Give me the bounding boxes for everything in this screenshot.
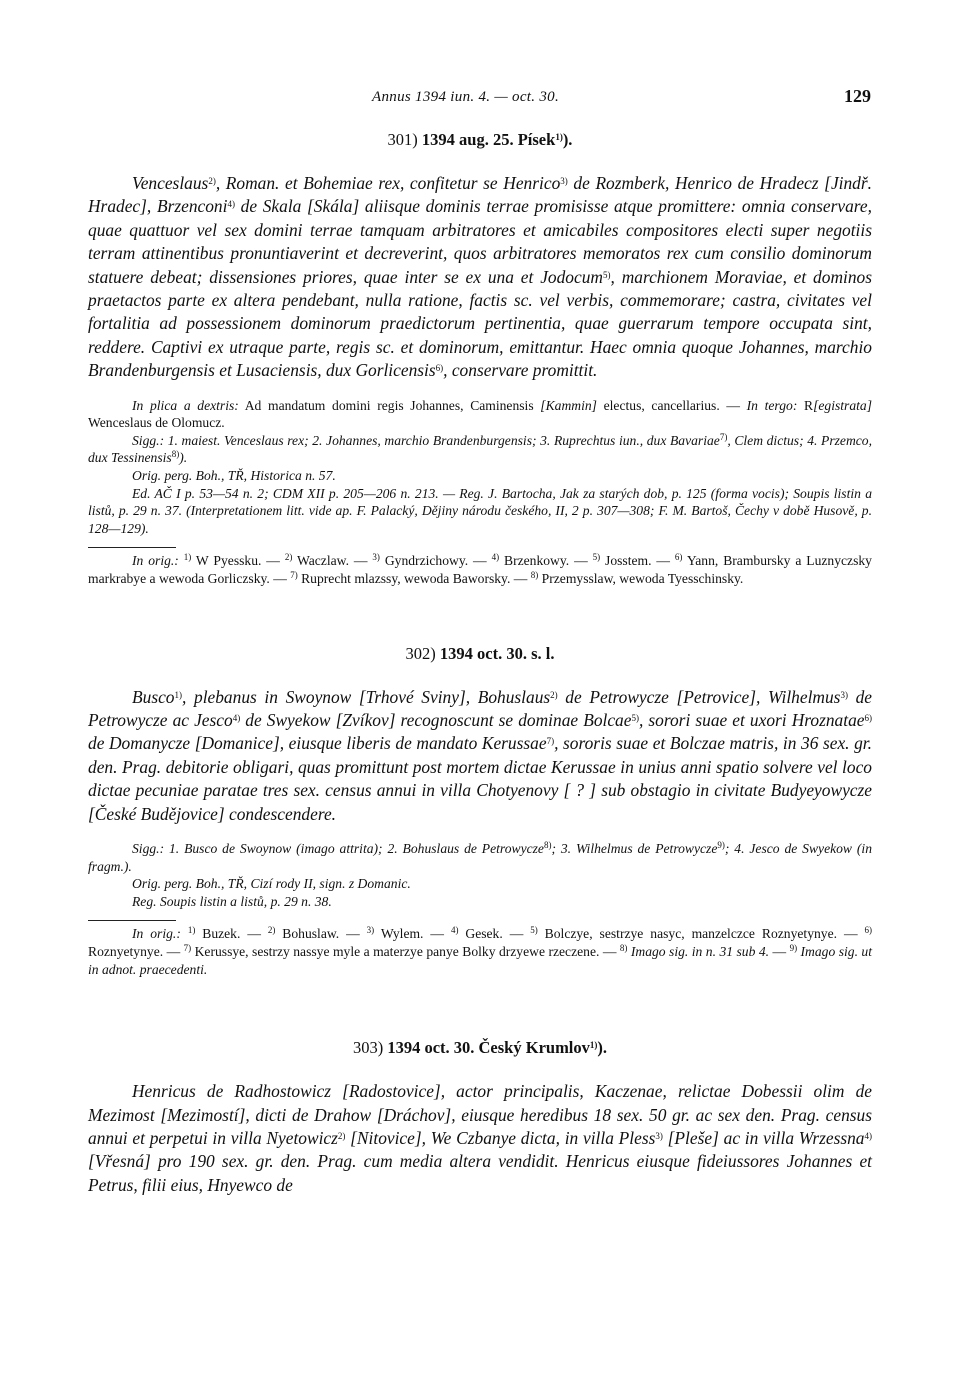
note-text: ).	[179, 450, 188, 466]
footnote-ref: 4)	[232, 713, 241, 723]
regest-text: de Domanycze [Domanice], eiusque liberis de mandato Kerussae	[88, 733, 547, 754]
note-label: In orig.:	[132, 926, 181, 942]
regest-text: [Nitovice], We Czbanye dicta, in villa Pless	[345, 1128, 656, 1148]
footnote-rule	[88, 920, 176, 921]
footnote-ref: 3)	[560, 176, 568, 186]
entry-date: 1394 oct. 30. s. l.	[439, 643, 555, 663]
page-content	[88, 130, 872, 1197]
footnote-ref: 1)	[589, 1040, 598, 1051]
footnote-ref: 8)	[530, 570, 539, 580]
fn-text: Brzenkowy. —	[499, 553, 593, 569]
footnote-ref: 1)	[187, 925, 196, 936]
fn-text: Yann, Brambursky a Luznyczsky markrabye a wewoda Gorliczsky. —	[88, 553, 872, 586]
entry-301-editions: Ed. AČ I p. 53—54 n. 2; CDM XII p. 205—206 n. 213. — Reg. J. Bartocha, Jak za starých dob, p. 125 (forma vocis); Soupis listin a listů, p. 29 n. 37. (Interpretationem litt. vide ap. F. Palacký, Dějiny národu českého, II, 2 p. 307—308; F. M. Bartoš, Čechy v době Husově, p. 128—129).	[88, 485, 872, 536]
note-text: [Kammin]	[540, 397, 597, 413]
note-text: ; 4. Jesco de Swyekow (in fragm.).	[88, 841, 872, 874]
note-text: Ad mandatum domini regis Johannes, Caminensis	[238, 397, 541, 413]
regest-text: , conservare promittit.	[443, 360, 598, 381]
note-label: In orig.:	[132, 553, 179, 569]
footnote-ref: 4)	[227, 199, 235, 210]
entry-301-sigg	[88, 432, 872, 467]
regest-text: Busco	[132, 686, 175, 707]
footnote-ref: 3)	[366, 925, 375, 936]
footnote-ref: 7)	[546, 736, 555, 747]
footnote-ref: 2)	[284, 552, 293, 563]
note-text: electus, cancellarius. —	[596, 397, 747, 413]
note-text: [egistrata]	[813, 397, 872, 413]
fn-text: Buzek. —	[195, 926, 268, 942]
entry-302-footnotes	[88, 925, 872, 978]
fn-text: Bohuslaw. —	[275, 926, 367, 942]
note-text: Sigg.: 1. Busco de Swoynow (imago attrita); 2. Bohuslaus de Petrowycze	[132, 841, 544, 857]
footnote-ref: 7)	[183, 943, 192, 953]
note-text: Wenceslaus de Olomucz.	[88, 415, 225, 431]
footnote-ref: 4)	[450, 925, 459, 936]
entry-date	[387, 1038, 607, 1057]
fn-text: Imago sig. in n. 31 sub 4.	[627, 944, 770, 959]
footnote-ref: 5)	[631, 713, 639, 723]
entry-302-reg: Reg. Soupis listin a listů, p. 29 n. 38.	[132, 893, 332, 909]
footnote-ref: 8)	[619, 943, 628, 953]
entry-number: 303)	[352, 1038, 384, 1058]
note-label: In plica a dextris:	[132, 397, 239, 413]
note-text: ; 3. Wilhelmus de Petrowycze	[551, 841, 718, 857]
regest-text: , Roman. et Bohemiae rex, confitetur se Henrico	[215, 173, 561, 193]
footnote-ref: 2)	[550, 689, 558, 700]
footnote-ref: 5)	[592, 552, 601, 563]
regest-text: , sororis suae et Bolczae matris, in 36 sex. gr. den. Prag. debitorie obligari, quas promittunt post mortem dictae Kerussae in unius anni spatio solvere vel loco dictae pecuniae paratae tres sex. census annui in villa Chotyenovy [ ? ] sub obstagio in civitate Budyeyowycze [České Budějovice] condescendere.	[88, 733, 872, 824]
footnote-rule	[88, 547, 176, 548]
fn-text: Przemysslaw, wewoda Tyesschinsky.	[538, 571, 744, 586]
regest-text: , sorori suae et uxori Hroznatae	[638, 710, 865, 730]
footnote-ref: 6)	[435, 363, 444, 374]
note-label: In tergo:	[746, 397, 798, 413]
footnote-ref: 9)	[717, 840, 725, 851]
footnote-ref: 1)	[555, 132, 563, 142]
entry-302-orig: Orig. perg. Boh., TŘ, Cizí rody II, sign. z Domanic.	[132, 876, 411, 892]
entry-301-plica-note	[88, 397, 872, 432]
entry-number: 301)	[387, 130, 418, 149]
fn-text: Wylem. —	[374, 926, 451, 942]
entry-date-close: ).	[562, 130, 573, 149]
entry-301-footnotes	[88, 552, 872, 587]
regest-text: Henricus de Radhostowicz [Radostovice], actor principalis, Kaczenae, relictae Dobessii olim de Mezimost [Mezimostí], dicti de Drahow [Dráchov], eiusque heredibus 18 sex. 50 gr. ac sex den. Prag. census annui et perpetui in villa Nyetowicz	[88, 1081, 872, 1148]
regest-text: [Vřesná] pro 190 sex. gr. den. Prag. cum media altera vendidit. Henricus eiusque fideiussores Johannes et Petrus, filii eius, Hnyewco de	[88, 1151, 872, 1195]
entry-date-text: 1394 aug. 25. Písek	[421, 130, 556, 149]
running-title: Annus 1394 iun. 4. — oct. 30.	[372, 89, 560, 105]
footnote-ref: 4)	[491, 552, 500, 563]
fn-text: —	[769, 944, 790, 959]
fn-text: Imago sig. ut in adnot. praecedenti.	[88, 944, 873, 977]
regest-text: , plebanus in Swoynow [Trhové Sviny], Bohuslaus	[182, 686, 551, 707]
footnote-ref: 6)	[864, 925, 872, 936]
footnote-ref: 3)	[840, 689, 848, 700]
running-head	[0, 86, 960, 110]
footnote-ref: 7)	[290, 570, 298, 580]
entry-302-regest	[88, 686, 872, 826]
regest-text: de Rozmberk, Henrico de Hradecz [Jindř. Hradec], Brzenconi	[88, 173, 872, 217]
footnote-ref: 2)	[267, 925, 276, 936]
fn-text: Bolczye, sestrzye nasyc, manzelczce Roznyetynye. —	[537, 926, 865, 942]
fn-text: Josstem. —	[600, 553, 675, 569]
fn-text: W Pyessku. —	[191, 553, 285, 569]
footnote-ref: 3)	[655, 1131, 663, 1141]
fn-text: Roznyetynye. —	[88, 944, 184, 959]
footnote-ref: 3)	[372, 552, 380, 563]
footnote-ref: 1)	[183, 552, 192, 563]
regest-text: de Petrowycze [Petrovice], Wilhelmus	[557, 686, 841, 707]
fn-text: Gyndrzichowy. —	[379, 553, 492, 569]
regest-text: , marchionem Moraviae, et dominos praetactos parte ex altera pendebant, nulla ratione, factis sc. vel verbis, commemorare; castra, civitates vel fortalitia ad possessionem dominorum praedictorum pertinentia, quae guerrarum tempore occupata sint, reddere. Captivi ex utraque parte, regis sc. et dominorum, emittantur. Haec omnia quoque Johannes, marchio Brandenburgensis et Lusaciensis, dux Gorlicensis	[88, 266, 872, 381]
page-number: 129	[844, 86, 871, 106]
note-text: , Clem dictus; 4. Przemco, dux Tessinensis	[88, 432, 873, 466]
footnote-ref: 5)	[530, 925, 538, 936]
footnote-ref: 2)	[337, 1131, 346, 1141]
regest-text: de Skala [Skála] aliisque dominis terrae promisisse atque promittere: omnia conservare, quae quattuor vel sex domini terrae tamquam arbitratores et amicabiles compositores electi super negotiis terram attinentibus pronuntiaverint et decreverint, quos arbitratores memoratos rex cum consilio dominorum statuere debeat; dissensiones priores, quae inter se ex una et Jodocum	[88, 196, 872, 287]
entry-303-regest	[88, 1080, 872, 1197]
entry-date-text: 1394 oct. 30. Český Krumlov	[387, 1038, 590, 1058]
fn-text: Ruprecht mlazssy, wewoda Baworsky. —	[297, 571, 531, 586]
footnote-ref: 8)	[171, 449, 180, 460]
entry-301-heading	[88, 130, 872, 150]
fn-text: Gesek. —	[458, 926, 531, 942]
note-text: Sigg.: 1. maiest. Venceslaus rex; 2. Johannes, marchio Brandenburgensis; 3. Ruprechtus iun., dux Bavariae	[132, 432, 720, 448]
footnote-ref: 6)	[674, 552, 683, 563]
entry-number: 302)	[405, 643, 436, 663]
regest-text: de Swyekow [Zvíkov] recognoscunt se dominae Bolcae	[240, 710, 632, 730]
footnote-ref: 4)	[864, 1131, 872, 1141]
footnote-ref: 8)	[543, 840, 552, 851]
footnote-ref: 9)	[789, 943, 798, 953]
entry-303-heading	[88, 1038, 872, 1058]
footnote-ref: 5)	[602, 269, 611, 280]
entry-301-orig: Orig. perg. Boh., TŘ, Historica n. 57.	[132, 468, 336, 484]
note-text: R	[797, 397, 814, 413]
footnote-ref: 1)	[174, 689, 183, 700]
fn-text: Waczlaw. —	[292, 553, 373, 569]
fn-text	[181, 926, 188, 941]
footnote-ref: 2)	[208, 176, 216, 186]
footnote-ref: 6)	[864, 713, 872, 723]
regest-text: de Petrowycze ac Jesco	[88, 686, 872, 730]
entry-date	[422, 130, 573, 149]
entry-date-close: ).	[597, 1038, 608, 1058]
regest-text: [Pleše] ac in villa Wrzessna	[662, 1128, 865, 1148]
entry-301-regest	[88, 172, 872, 383]
entry-302-heading	[88, 644, 872, 664]
regest-text: Venceslaus	[132, 173, 209, 193]
entry-302-sigg	[88, 840, 872, 875]
footnote-ref: 7)	[719, 431, 728, 442]
fn-text: Kerussye, sestrzy nassye myle a materzye panye Bolky drzyewe rzeczene. —	[191, 944, 620, 959]
